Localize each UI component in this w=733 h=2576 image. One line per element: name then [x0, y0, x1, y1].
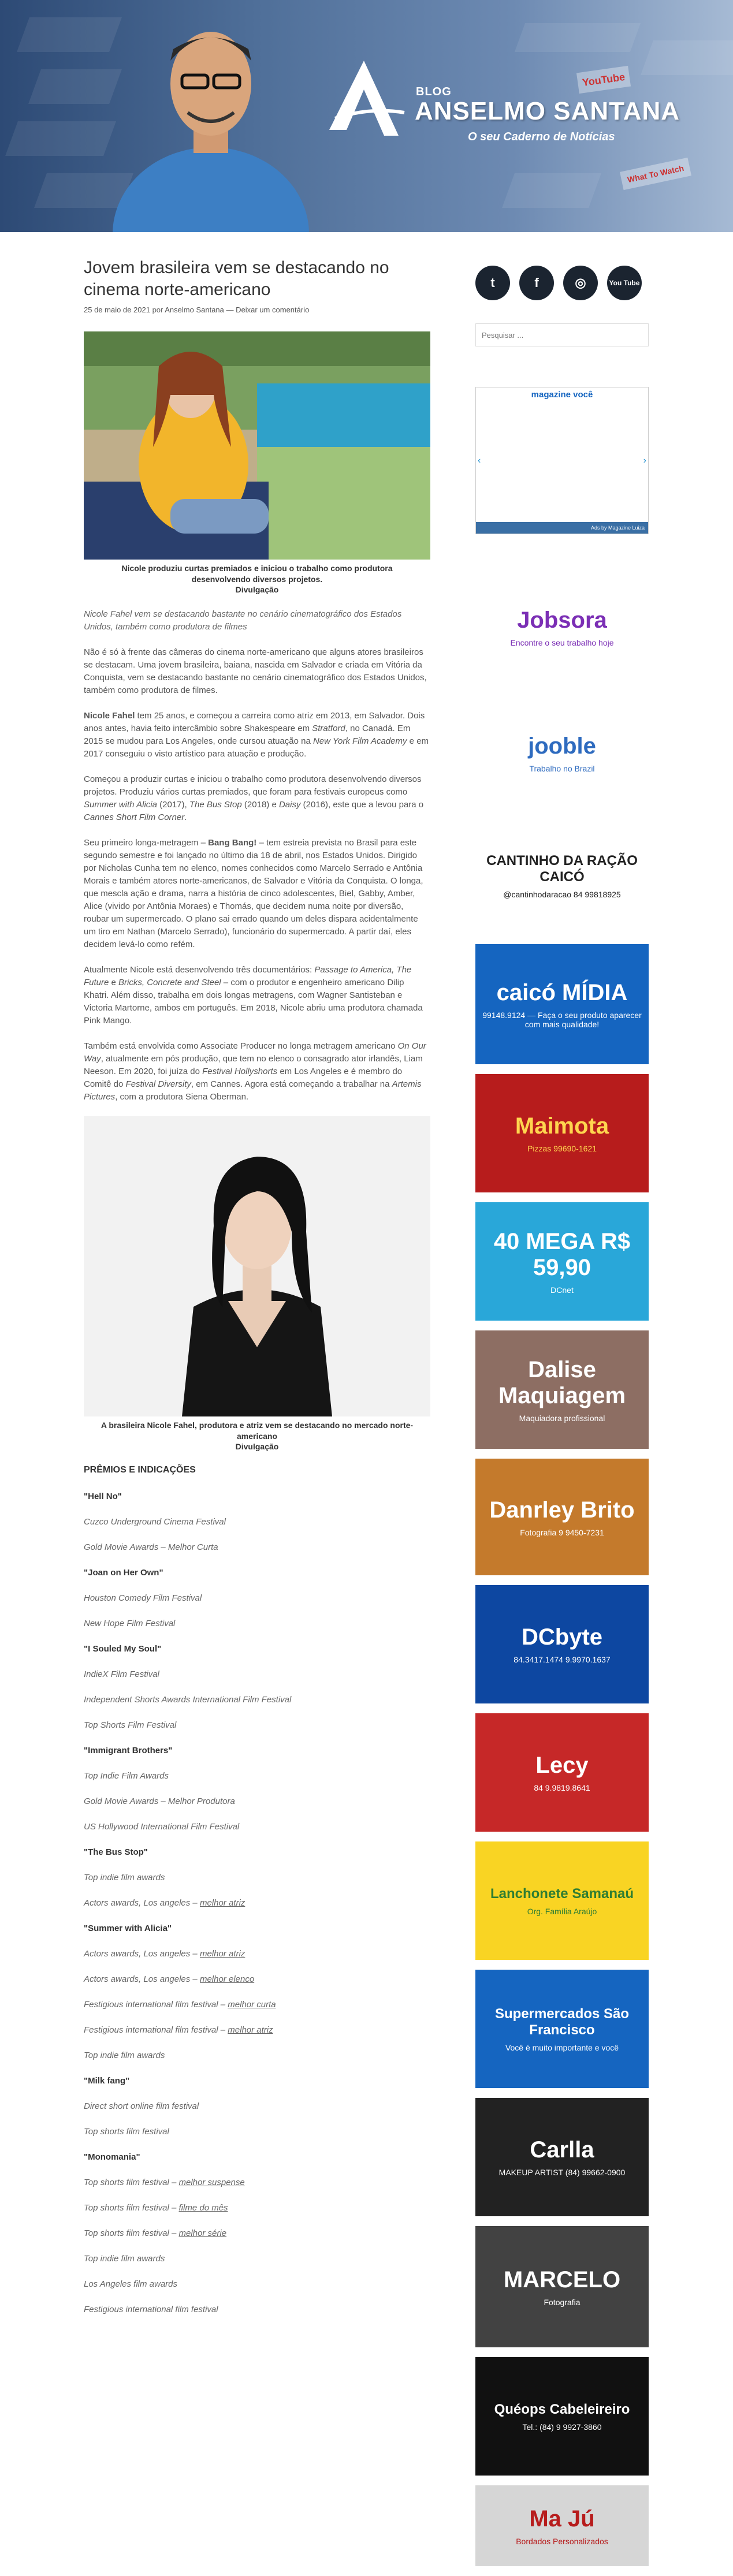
award-item-link[interactable]: melhor atriz	[228, 2025, 273, 2035]
p4-bang: Bang Bang!	[208, 838, 257, 848]
award-item-text: Festigious international film festival –	[84, 2025, 228, 2035]
award-item-text: US Hollywood International Film Festival	[84, 1822, 240, 1832]
sidebar-ad-banner[interactable]	[475, 698, 649, 808]
award-item	[84, 1720, 430, 1730]
magalu-ad[interactable]	[475, 387, 649, 534]
p3-film-1: Summer with Alicia	[84, 800, 157, 810]
social-links	[475, 266, 649, 300]
award-item	[84, 2178, 430, 2187]
site-title[interactable]: ANSELMO SANTANA	[415, 97, 680, 125]
photo-2-credit: Divulgação	[235, 1442, 279, 1451]
p3-film-3: Daisy	[278, 800, 301, 810]
award-item	[84, 2228, 430, 2238]
award-item-text: Top shorts film festival –	[84, 2203, 179, 2213]
ad-subtext: Encontre o seu trabalho hoje	[510, 638, 614, 647]
author-photo	[101, 14, 321, 232]
paragraph-5	[84, 964, 430, 1027]
ad-subtext: Maquiadora profissional	[519, 1413, 605, 1423]
ad-label: caicó MÍDIA	[496, 979, 628, 1005]
facebook-icon[interactable]: f	[519, 266, 554, 300]
ad-subtext: Fotografia	[544, 2297, 581, 2307]
award-item	[84, 1593, 430, 1603]
award-item-text: Independent Shorts Awards International Film Festival	[84, 1695, 292, 1705]
ad-label: DCbyte	[521, 1624, 603, 1650]
p4-text-b: – tem estreia prevista no Brasil para este segundo semestre e foi lançado no último dia 18 de abril, nos Estados Unidos. Dirigido por Nicholas Cunha tem no elenco, nomes conhecidos como Marcelo Serrado e Antônia Morais e também atores norte-americanos, de Salvador e Vitória da Conquista. O longa, que mescla ação e drama, narra a história de cinco adolescentes, Biel, Gabby, Amber, Alice (vivido por Antônia Moraes) e Thomás, que decidem numa noite por diversão, roubar um supermercado. O plano sai errado quando um deles dispara acidentalmente um tiro em Nathan (Marcelo Serrado), funcionário do supermercado. A partir daí, eles decidem levá-lo como refém.	[84, 838, 423, 949]
p5-doc-1: Passage to America, The Future	[84, 965, 412, 987]
award-item-text: Top shorts film festival –	[84, 2228, 179, 2238]
sidebar-ad-banner[interactable]	[475, 2098, 649, 2216]
blog-label: BLOG	[416, 85, 452, 98]
ad-label: jooble	[528, 733, 596, 759]
award-item	[84, 2025, 430, 2035]
award-film-title: "Milk fang"	[84, 2076, 130, 2086]
photo-1-credit: Divulgação	[235, 585, 279, 594]
award-item-link[interactable]: melhor série	[178, 2228, 227, 2238]
ad-subtext: Pizzas 99690-1621	[527, 1144, 597, 1153]
award-film-title: "Joan on Her Own"	[84, 1568, 163, 1578]
award-item	[84, 1949, 430, 1959]
award-item-text: Actors awards, Los angeles –	[84, 1974, 200, 1984]
magalu-title: magazine você	[531, 390, 593, 400]
award-item	[84, 1796, 430, 1806]
site-header[interactable]	[0, 0, 733, 232]
ad-subtext: Tel.: (84) 9 9927-3860	[522, 2422, 602, 2432]
ad-label: Ma Jú	[529, 2506, 595, 2532]
award-item-text: Festigious international film festival	[84, 2305, 218, 2314]
ad-label: Maimota	[515, 1113, 609, 1139]
post-by: por	[152, 305, 163, 314]
p2-nyfa: New York Film Academy	[312, 736, 407, 746]
ad-subtext: Trabalho no Brazil	[529, 763, 595, 773]
award-item	[84, 1669, 430, 1679]
post-content	[84, 257, 430, 2330]
ad-subtext: Org. Família Araújo	[527, 1906, 597, 1916]
award-item-link[interactable]: filme do mês	[178, 2203, 228, 2213]
award-item-text: Top shorts film festival	[84, 2127, 169, 2137]
ad-subtext: Fotografia 9 9450-7231	[520, 1527, 604, 1537]
award-item	[84, 2203, 430, 2213]
p6-text-e: , com a produtora Siena Oberman.	[115, 1092, 249, 1102]
p6-film: On Our Way	[84, 1041, 426, 1064]
sidebar-ad-banner[interactable]	[475, 818, 649, 934]
p3-text-c: (2018) e	[241, 800, 279, 810]
paragraph-6	[84, 1040, 430, 1104]
sidebar-ad-banner[interactable]	[475, 1202, 649, 1321]
paragraph-2	[84, 710, 430, 761]
sidebar-ad-banner[interactable]	[475, 2357, 649, 2476]
award-item-text: Top indie film awards	[84, 2254, 165, 2264]
award-item	[84, 2254, 430, 2264]
ad-subtext: 84.3417.1474 9.9970.1637	[514, 1655, 611, 1664]
magalu-footer: Ads by Magazine Luiza	[476, 522, 648, 534]
award-film-title: "Summer with Alicia"	[84, 1923, 172, 1933]
p3-film-2: The Bus Stop	[189, 800, 242, 810]
sidebar-ad-banner[interactable]	[475, 1585, 649, 1703]
ad-label: CANTINHO DA RAÇÃO CAICÓ	[486, 853, 638, 885]
p5-text-b: e	[109, 978, 119, 987]
p5-text-c: – com o produtor e engenheiro americano Dilip Khatri. Além disso, trabalha em dois longas metragens, com Wagner Santisteban e Victoria Martorne, ambos em português. Em 2018, Nicole abriu uma produtora chamada Pink Mango.	[84, 978, 423, 1026]
ad-subtext: MAKEUP ARTIST (84) 99662-0900	[498, 2168, 626, 2177]
award-item-link[interactable]: melhor elenco	[199, 1974, 255, 1984]
search-input[interactable]	[475, 323, 649, 346]
p6-text-b: , atualmente em pós produção, que tem no elenco o consagrado ator irlandês, Liam Neeson. Em 2020, foi juíza do	[84, 1054, 423, 1076]
p4-text-a: Seu primeiro longa-metragem –	[84, 838, 209, 848]
p2-stratford: Stratford	[312, 724, 345, 733]
p3-text-d: (2016), este que a levou para o	[300, 800, 424, 810]
award-item-link[interactable]: melhor curta	[228, 2000, 276, 2010]
meta-separator: —	[226, 305, 234, 314]
award-item	[84, 1619, 430, 1628]
ad-label: Lanchonete Samanaú	[490, 1885, 634, 1902]
post-date-link[interactable]: 25 de maio de 2021	[84, 305, 150, 314]
youtube-badge: YouTube	[576, 66, 631, 94]
award-item	[84, 1695, 430, 1705]
award-item-text: Los Angeles film awards	[84, 2279, 178, 2289]
p5-text-a: Atualmente Nicole está desenvolvendo três documentários:	[84, 965, 315, 975]
ad-subtext: @cantinhodaracao 84 99818925	[503, 890, 621, 899]
award-item	[84, 2279, 430, 2289]
ad-label: Quéops Cabeleireiro	[494, 2401, 630, 2417]
award-item-text: Actors awards, Los angeles –	[84, 1949, 200, 1959]
sidebar-ad-banner[interactable]	[475, 944, 649, 1064]
award-item	[84, 2127, 430, 2137]
award-item	[84, 2305, 430, 2314]
award-item-text: Cuzco Underground Cinema Festival	[84, 1517, 226, 1527]
blog-logo-icon	[323, 55, 410, 141]
award-item-link[interactable]: melhor suspense	[178, 2178, 245, 2187]
comment-link[interactable]: Deixar um comentário	[236, 305, 310, 314]
award-film-title: "The Bus Stop"	[84, 1847, 148, 1857]
award-item	[84, 1771, 430, 1781]
award-item-text: Top indie film awards	[84, 1873, 165, 1882]
award-item	[84, 2000, 430, 2010]
site-tagline: O seu Caderno de Notícias	[468, 131, 615, 143]
ad-label: Dalise Maquiagem	[498, 1356, 626, 1408]
sidebar-ad-banner[interactable]	[475, 1330, 649, 1449]
award-item	[84, 1974, 430, 1984]
ad-label: MARCELO	[503, 2266, 621, 2292]
award-item-link[interactable]: melhor atriz	[199, 1898, 245, 1908]
sidebar-ads	[475, 566, 649, 2566]
award-item-text: Top indie film awards	[84, 2051, 165, 2060]
photo-2-caption: A brasileira Nicole Fahel, produtora e atriz vem se destacando no mercado norte-americano	[101, 1421, 414, 1441]
awards-list	[84, 1492, 430, 2314]
award-item-text: Actors awards, Los angeles –	[84, 1898, 200, 1908]
award-item-link[interactable]: melhor atriz	[199, 1949, 245, 1959]
paragraph-4	[84, 837, 430, 951]
post-title: Jovem brasileira vem se destacando no cinema norte-americano	[84, 258, 389, 299]
post-photo-2	[84, 1116, 430, 1416]
ad-label: 40 MEGA R$ 59,90	[493, 1228, 631, 1280]
award-film-title: "Hell No"	[84, 1492, 122, 1501]
award-film-title: "Immigrant Brothers"	[84, 1746, 173, 1755]
award-item-text: Gold Movie Awards – Melhor Produtora	[84, 1796, 235, 1806]
p2-text-c: e em 2017 conseguiu o visto artístico para atuação e produção.	[84, 736, 429, 759]
award-item-text: Houston Comedy Film Festival	[84, 1593, 202, 1603]
award-item	[84, 2101, 430, 2111]
carousel-prev-icon[interactable]: ‹	[478, 456, 481, 465]
p2-text-a: tem 25 anos, e começou a carreira como atriz em 2013, em Salvador. Dois anos antes, havia feito intercâmbio sobre Shakespeare em	[84, 711, 425, 733]
p6-text-a: Também está envolvida como Associate Producer no longa metragem americano	[84, 1041, 398, 1051]
sidebar-ad-banner[interactable]	[475, 1074, 649, 1192]
ad-subtext: 99148.9124 — Faça o seu produto aparecer com mais qualidade!	[482, 1010, 642, 1029]
paragraph-1: Não é só à frente das câmeras do cinema norte-americano que alguns atores brasileiros se destacam. Uma jovem brasileira, baiana, nascida em Salvador e criada em Vitória da Conquista, vem se destacando bastante no cenário cinematográfico dos Estados Unidos, também como produtora de filmes.	[84, 647, 427, 695]
sidebar-ad-banner[interactable]	[475, 2226, 649, 2347]
award-item	[84, 1873, 430, 1882]
p6-text-d: , em Cannes. Agora está começando a trabalhar na	[191, 1079, 392, 1089]
award-item-text: IndieX Film Festival	[84, 1669, 159, 1679]
ad-label: Jobsora	[517, 607, 607, 633]
sidebar-ad-banner[interactable]	[475, 566, 649, 688]
post-lead: Nicole Fahel vem se destacando bastante no cenário cinematográfico dos Estados Unidos, também como produtora de filmes	[84, 609, 402, 632]
paragraph-3	[84, 773, 430, 824]
p3-film-4: Cannes Short Film Corner	[84, 812, 185, 822]
author-link[interactable]: Anselmo Santana	[165, 305, 224, 314]
ad-subtext: Você é muito importante e você	[505, 2042, 619, 2052]
ad-label: Lecy	[535, 1753, 589, 1778]
award-item-text: Top shorts film festival –	[84, 2178, 179, 2187]
p3-text-e: .	[184, 812, 187, 822]
award-item	[84, 1822, 430, 1832]
award-item-text: New Hope Film Festival	[84, 1619, 176, 1628]
carousel-next-icon[interactable]: ›	[643, 456, 646, 465]
p3-text-a: Começou a produzir curtas e iniciou o trabalho como produtora desenvolvendo diversos projetos. Produziu vários curtas premiados, que foram para festivais europeus como	[84, 774, 422, 797]
photo-1-caption: Nicole produziu curtas premiados e iniciou o trabalho como produtora desenvolvendo diversos projetos.	[121, 564, 393, 584]
award-item	[84, 1898, 430, 1908]
p6-festival-2: Festival Diversity	[125, 1079, 191, 1089]
awards-heading: PRÊMIOS E INDICAÇÕES	[84, 1465, 196, 1475]
sidebar-ad-banner[interactable]	[475, 1713, 649, 1832]
award-item-text: Top Indie Film Awards	[84, 1771, 169, 1781]
ad-subtext: DCnet	[550, 1285, 574, 1295]
sidebar-ad-banner[interactable]	[475, 1459, 649, 1575]
name-strong: Nicole Fahel	[84, 711, 135, 721]
twitter-icon[interactable]: t	[475, 266, 510, 300]
post-meta	[84, 305, 430, 314]
award-film-title: "Monomania"	[84, 2152, 140, 2162]
ad-label: Supermercados São Francisco	[494, 2005, 630, 2038]
award-film-title: "I Souled My Soul"	[84, 1644, 162, 1654]
p6-text-c: em Los Angeles e é membro do Comitê do	[84, 1067, 403, 1089]
p3-text-b: (2017),	[157, 800, 189, 810]
sidebar	[475, 266, 649, 2576]
p5-doc-2: Bricks, Concrete and Steel	[118, 978, 221, 987]
ad-label: Danrley Brito	[489, 1497, 635, 1523]
ad-subtext: 84 9.9819.8641	[534, 1783, 590, 1792]
ad-subtext: Bordados Personalizados	[516, 2536, 608, 2546]
award-item	[84, 2051, 430, 2060]
award-item	[84, 1542, 430, 1552]
ad-label: Carlla	[530, 2137, 594, 2163]
award-item-text: Gold Movie Awards – Melhor Curta	[84, 1542, 218, 1552]
sidebar-ad-banner[interactable]	[475, 2485, 649, 2566]
award-item	[84, 1517, 430, 1527]
watch-badge: What To Watch	[620, 158, 691, 190]
post-photo-1	[84, 331, 430, 560]
award-item-text: Top Shorts Film Festival	[84, 1720, 177, 1730]
youtube-icon[interactable]: You Tube	[607, 266, 642, 300]
award-item-text: Direct short online film festival	[84, 2101, 199, 2111]
sidebar-ad-banner[interactable]	[475, 1970, 649, 2088]
award-item-text: Festigious international film festival –	[84, 2000, 228, 2010]
p6-festival-1: Festival Hollyshorts	[202, 1067, 278, 1076]
p6-company: Artemis Pictures	[84, 1079, 422, 1102]
instagram-icon[interactable]: ◎	[563, 266, 598, 300]
sidebar-ad-banner[interactable]	[475, 1841, 649, 1960]
p2-text-b: , no Canadá. Em 2015 se mudou para Los Angeles, onde cursou atuação na	[84, 724, 411, 746]
